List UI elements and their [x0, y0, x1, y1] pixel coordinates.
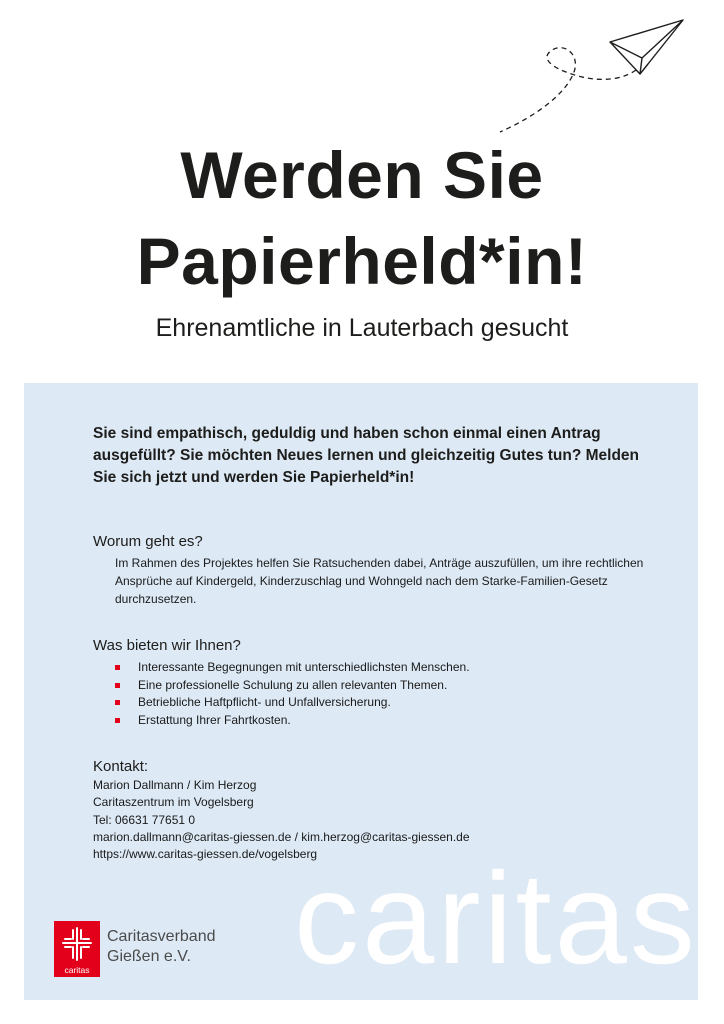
contact-phone: Tel: 06631 77651 0	[93, 812, 196, 827]
page-title-line-1: Werden Sie	[180, 138, 544, 212]
offer-item-text: Eine professionelle Schulung zu allen relevanten Themen.	[138, 677, 448, 692]
contact-names: Marion Dallmann / Kim Herzog	[93, 778, 257, 792]
bullet-icon	[115, 700, 120, 705]
section-about	[93, 533, 663, 608]
info-panel	[24, 383, 698, 1000]
caritas-logo	[54, 921, 274, 981]
section-offer	[93, 637, 663, 729]
section-about-text: Im Rahmen des Projektes helfen Sie Ratsuchenden dabei, Anträge auszufüllen, um ihre rechtlichen Ansprüche auf Kindergeld, Kinderzuschlag und Wohngeld nach dem Starke-Familien-Gesetz durchzusetzen.	[115, 556, 644, 606]
paper-plane-icon	[490, 12, 690, 142]
intro-text: Sie sind empathisch, geduldig und haben schon einmal einen Antrag ausgefüllt? Sie möchten Neues lernen und gleichzeitig Gutes tun? Melden Sie sich jetzt und werden Sie Papierheld*in!	[93, 425, 640, 486]
organization-name	[107, 927, 216, 967]
caritas-watermark: caritas	[294, 845, 698, 991]
offer-list	[93, 659, 663, 729]
section-about-heading: Worum geht es?	[93, 533, 203, 550]
section-contact	[93, 758, 663, 863]
offer-item	[93, 694, 663, 712]
organization-name-line-1: Caritasverband	[107, 928, 216, 945]
caritas-cross-logo	[60, 925, 94, 963]
offer-item	[93, 677, 663, 695]
organization-name-line-2: Gießen e.V.	[107, 948, 191, 965]
page-subtitle: Ehrenamtliche in Lauterbach gesucht	[155, 314, 569, 342]
caritas-logo-box	[54, 921, 100, 977]
offer-item-text: Erstattung Ihrer Fahrtkosten.	[138, 712, 291, 727]
offer-item	[93, 712, 663, 730]
contact-website: https://www.caritas-giessen.de/vogelsberg	[93, 847, 318, 862]
logo-caption: caritas	[64, 965, 90, 975]
bullet-icon	[115, 665, 120, 670]
offer-item-text: Betriebliche Haftpflicht- und Unfallversicherung.	[138, 695, 391, 709]
bullet-icon	[115, 718, 120, 723]
contact-emails: marion.dallmann@caritas-giessen.de / kim.herzog@caritas-giessen.de	[93, 829, 470, 844]
contact-organization: Caritaszentrum im Vogelsberg	[93, 795, 254, 810]
page-title-line-2: Papierheld*in!	[136, 224, 588, 298]
offer-item-text: Interessante Begegnungen mit unterschiedlichsten Menschen.	[138, 660, 470, 674]
offer-item	[93, 659, 663, 677]
contact-heading: Kontakt:	[93, 758, 149, 775]
panel-content	[93, 423, 663, 862]
bullet-icon	[115, 683, 120, 688]
section-offer-heading: Was bieten wir Ihnen?	[93, 637, 241, 654]
